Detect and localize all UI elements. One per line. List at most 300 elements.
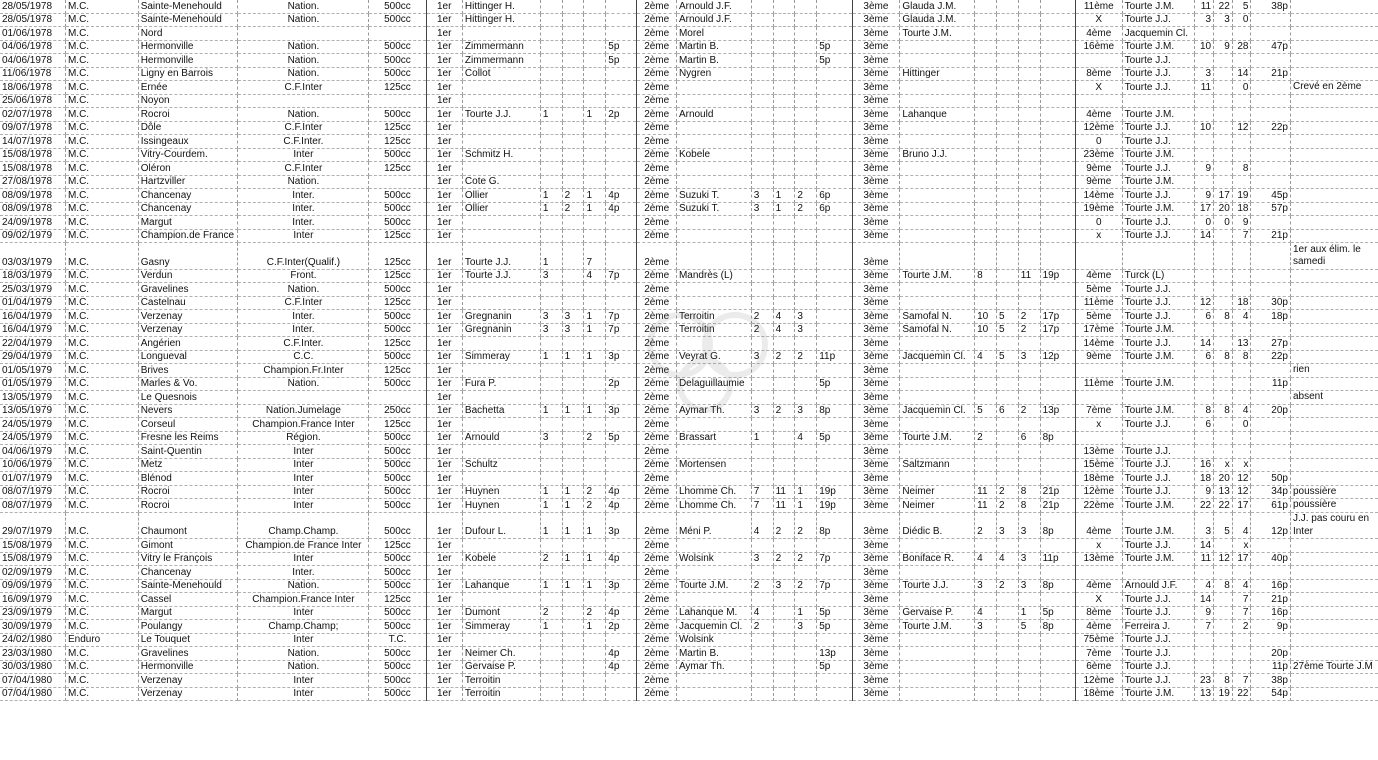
cell-c3[interactable] bbox=[1018, 54, 1040, 68]
cell-pts[interactable]: 54p bbox=[1251, 687, 1290, 701]
cell-c1[interactable] bbox=[584, 593, 606, 607]
cell-a1[interactable]: 2 bbox=[540, 606, 562, 620]
cell-b[interactable]: 17 bbox=[1214, 189, 1233, 203]
cell-name[interactable]: Tourte J.J. bbox=[1122, 445, 1195, 459]
cell-a[interactable] bbox=[1195, 633, 1214, 647]
cell-n1[interactable] bbox=[462, 296, 540, 310]
cell-a1[interactable] bbox=[540, 229, 562, 243]
cell-a2[interactable] bbox=[751, 472, 773, 486]
cell-n2[interactable]: Nygren bbox=[676, 67, 751, 81]
cell-pos[interactable]: 75ème bbox=[1075, 633, 1122, 647]
cell-date[interactable]: 28/05/1978 bbox=[0, 13, 65, 27]
cell-c[interactable]: 17 bbox=[1232, 552, 1251, 566]
cell-name[interactable]: Tourte J.M. bbox=[1122, 499, 1195, 513]
cell-b[interactable] bbox=[1214, 539, 1233, 553]
cell-c[interactable]: 9 bbox=[1232, 216, 1251, 230]
cell-cc[interactable]: 500cc bbox=[369, 660, 426, 674]
cell-a[interactable] bbox=[1195, 94, 1214, 108]
cell-b1[interactable] bbox=[562, 566, 584, 580]
cell-s2[interactable]: 7p bbox=[817, 552, 852, 566]
cell-p1[interactable]: 1er bbox=[426, 216, 462, 230]
cell-cc[interactable]: 500cc bbox=[369, 202, 426, 216]
cell-a[interactable]: 6 bbox=[1195, 418, 1214, 432]
cell-c1[interactable] bbox=[584, 216, 606, 230]
cell-note[interactable]: 1er aux élim. le samedi bbox=[1290, 243, 1378, 270]
cell-c3[interactable] bbox=[1018, 94, 1040, 108]
cell-place[interactable]: Rocroi bbox=[138, 108, 238, 122]
cell-n3[interactable] bbox=[900, 216, 975, 230]
cell-s1[interactable] bbox=[606, 296, 637, 310]
cell-p1[interactable]: 1er bbox=[426, 67, 462, 81]
cell-p3[interactable]: 3ème bbox=[852, 27, 900, 41]
cell-n3[interactable]: Jacquemin Cl. bbox=[900, 350, 975, 364]
cell-cat[interactable]: M.C. bbox=[65, 674, 138, 688]
cell-name[interactable]: Tourte J.J. bbox=[1122, 162, 1195, 176]
cell-a2[interactable] bbox=[751, 377, 773, 391]
cell-b[interactable] bbox=[1214, 229, 1233, 243]
cell-note[interactable] bbox=[1290, 377, 1378, 391]
cell-b2[interactable] bbox=[773, 229, 795, 243]
cell-c[interactable]: x bbox=[1232, 539, 1251, 553]
cell-s3[interactable] bbox=[1040, 243, 1075, 270]
cell-c2[interactable] bbox=[795, 418, 817, 432]
cell-a3[interactable] bbox=[975, 377, 997, 391]
cell-a[interactable]: 10 bbox=[1195, 121, 1214, 135]
cell-n2[interactable] bbox=[676, 472, 751, 486]
cell-c3[interactable] bbox=[1018, 135, 1040, 149]
cell-s2[interactable]: 5p bbox=[817, 40, 852, 54]
cell-c3[interactable] bbox=[1018, 67, 1040, 81]
cell-b3[interactable] bbox=[996, 445, 1018, 459]
cell-a1[interactable] bbox=[540, 593, 562, 607]
cell-n3[interactable]: Saltzmann bbox=[900, 458, 975, 472]
cell-s3[interactable]: 21p bbox=[1040, 485, 1075, 499]
cell-s1[interactable]: 4p bbox=[606, 606, 637, 620]
cell-pts[interactable]: 11p bbox=[1251, 377, 1290, 391]
cell-b1[interactable] bbox=[562, 296, 584, 310]
cell-a2[interactable] bbox=[751, 633, 773, 647]
cell-a1[interactable] bbox=[540, 135, 562, 149]
cell-s2[interactable] bbox=[817, 94, 852, 108]
cell-a3[interactable] bbox=[975, 472, 997, 486]
cell-date[interactable]: 02/07/1978 bbox=[0, 108, 65, 122]
cell-p1[interactable]: 1er bbox=[426, 579, 462, 593]
cell-a1[interactable]: 1 bbox=[540, 512, 562, 539]
cell-type[interactable]: Inter bbox=[238, 148, 369, 162]
cell-c1[interactable] bbox=[584, 27, 606, 41]
cell-a1[interactable] bbox=[540, 647, 562, 661]
cell-s1[interactable] bbox=[606, 81, 637, 95]
cell-a3[interactable] bbox=[975, 458, 997, 472]
cell-place[interactable]: Castelnau bbox=[138, 296, 238, 310]
cell-cat[interactable]: M.C. bbox=[65, 283, 138, 297]
cell-pos[interactable]: 7ème bbox=[1075, 647, 1122, 661]
cell-a1[interactable]: 3 bbox=[540, 323, 562, 337]
cell-p2[interactable]: 2ème bbox=[637, 108, 676, 122]
cell-a2[interactable] bbox=[751, 593, 773, 607]
cell-p1[interactable]: 1er bbox=[426, 350, 462, 364]
cell-type[interactable]: Nation. bbox=[238, 40, 369, 54]
cell-cat[interactable]: M.C. bbox=[65, 687, 138, 701]
cell-c1[interactable]: 1 bbox=[584, 404, 606, 418]
cell-n2[interactable]: Delaguillaumie bbox=[676, 377, 751, 391]
cell-a[interactable] bbox=[1195, 108, 1214, 122]
cell-a2[interactable]: 4 bbox=[751, 606, 773, 620]
cell-c2[interactable] bbox=[795, 472, 817, 486]
cell-cc[interactable] bbox=[369, 94, 426, 108]
cell-p3[interactable]: 3ème bbox=[852, 431, 900, 445]
cell-a[interactable]: 9 bbox=[1195, 606, 1214, 620]
cell-c2[interactable] bbox=[795, 660, 817, 674]
cell-c1[interactable]: 1 bbox=[584, 512, 606, 539]
cell-type[interactable]: Inter bbox=[238, 445, 369, 459]
cell-n2[interactable]: Lhomme Ch. bbox=[676, 499, 751, 513]
cell-b3[interactable]: 4 bbox=[996, 552, 1018, 566]
cell-cat[interactable]: M.C. bbox=[65, 269, 138, 283]
cell-place[interactable]: Saint-Quentin bbox=[138, 445, 238, 459]
cell-cat[interactable]: M.C. bbox=[65, 337, 138, 351]
cell-type[interactable]: Inter bbox=[238, 499, 369, 513]
cell-a[interactable] bbox=[1195, 27, 1214, 41]
cell-date[interactable]: 08/07/1979 bbox=[0, 499, 65, 513]
cell-n3[interactable] bbox=[900, 539, 975, 553]
cell-cat[interactable]: M.C. bbox=[65, 216, 138, 230]
cell-pos[interactable]: 15ème bbox=[1075, 458, 1122, 472]
cell-a[interactable]: 0 bbox=[1195, 216, 1214, 230]
cell-s1[interactable]: 5p bbox=[606, 54, 637, 68]
cell-s3[interactable]: 21p bbox=[1040, 499, 1075, 513]
cell-date[interactable]: 11/06/1978 bbox=[0, 67, 65, 81]
cell-a[interactable]: 23 bbox=[1195, 674, 1214, 688]
cell-cat[interactable]: M.C. bbox=[65, 243, 138, 270]
cell-a1[interactable] bbox=[540, 175, 562, 189]
cell-b1[interactable] bbox=[562, 0, 584, 13]
cell-s2[interactable]: 6p bbox=[817, 202, 852, 216]
cell-s3[interactable] bbox=[1040, 633, 1075, 647]
cell-pos[interactable]: 8ème bbox=[1075, 606, 1122, 620]
cell-n2[interactable] bbox=[676, 243, 751, 270]
cell-s2[interactable] bbox=[817, 296, 852, 310]
cell-c1[interactable] bbox=[584, 566, 606, 580]
cell-place[interactable]: Rocroi bbox=[138, 499, 238, 513]
cell-b3[interactable]: 2 bbox=[996, 485, 1018, 499]
cell-name[interactable]: Tourte J.M. bbox=[1122, 512, 1195, 539]
cell-n2[interactable] bbox=[676, 229, 751, 243]
cell-pts[interactable] bbox=[1251, 431, 1290, 445]
cell-pts[interactable]: 20p bbox=[1251, 404, 1290, 418]
cell-s1[interactable]: 7p bbox=[606, 269, 637, 283]
cell-b[interactable]: 20 bbox=[1214, 202, 1233, 216]
cell-b1[interactable] bbox=[562, 283, 584, 297]
cell-b[interactable] bbox=[1214, 391, 1233, 405]
cell-name[interactable]: Tourte J.M. bbox=[1122, 552, 1195, 566]
cell-s3[interactable] bbox=[1040, 539, 1075, 553]
cell-b3[interactable]: 5 bbox=[996, 323, 1018, 337]
cell-a[interactable]: 18 bbox=[1195, 472, 1214, 486]
cell-a2[interactable] bbox=[751, 135, 773, 149]
cell-cat[interactable]: M.C. bbox=[65, 40, 138, 54]
cell-p3[interactable]: 3ème bbox=[852, 13, 900, 27]
cell-a1[interactable] bbox=[540, 54, 562, 68]
cell-b1[interactable] bbox=[562, 229, 584, 243]
cell-date[interactable]: 22/04/1979 bbox=[0, 337, 65, 351]
cell-a2[interactable] bbox=[751, 566, 773, 580]
cell-date[interactable]: 01/05/1979 bbox=[0, 377, 65, 391]
cell-note[interactable] bbox=[1290, 67, 1378, 81]
cell-n3[interactable] bbox=[900, 135, 975, 149]
cell-a3[interactable] bbox=[975, 566, 997, 580]
cell-place[interactable]: Chancenay bbox=[138, 566, 238, 580]
cell-place[interactable]: Dôle bbox=[138, 121, 238, 135]
cell-n1[interactable]: Huynen bbox=[462, 485, 540, 499]
cell-pts[interactable] bbox=[1251, 633, 1290, 647]
cell-pts[interactable] bbox=[1251, 283, 1290, 297]
cell-s3[interactable] bbox=[1040, 593, 1075, 607]
cell-note[interactable] bbox=[1290, 647, 1378, 661]
cell-b1[interactable] bbox=[562, 121, 584, 135]
cell-date[interactable]: 29/07/1979 bbox=[0, 512, 65, 539]
cell-place[interactable]: Oléron bbox=[138, 162, 238, 176]
cell-a[interactable]: 11 bbox=[1195, 81, 1214, 95]
cell-c[interactable]: 7 bbox=[1232, 606, 1251, 620]
cell-c2[interactable]: 2 bbox=[795, 552, 817, 566]
cell-name[interactable]: Tourte J.J. bbox=[1122, 337, 1195, 351]
cell-b2[interactable]: 1 bbox=[773, 202, 795, 216]
cell-a1[interactable]: 1 bbox=[540, 579, 562, 593]
cell-c1[interactable]: 1 bbox=[584, 189, 606, 203]
cell-b3[interactable] bbox=[996, 40, 1018, 54]
cell-cat[interactable]: M.C. bbox=[65, 162, 138, 176]
cell-p3[interactable]: 3ème bbox=[852, 269, 900, 283]
cell-name[interactable]: Tourte J.J. bbox=[1122, 216, 1195, 230]
cell-b3[interactable] bbox=[996, 229, 1018, 243]
cell-pts[interactable] bbox=[1251, 391, 1290, 405]
cell-c3[interactable] bbox=[1018, 418, 1040, 432]
cell-n1[interactable]: Schultz bbox=[462, 458, 540, 472]
cell-c1[interactable] bbox=[584, 472, 606, 486]
cell-a1[interactable]: 1 bbox=[540, 485, 562, 499]
cell-b[interactable] bbox=[1214, 620, 1233, 634]
cell-type[interactable]: Inter. bbox=[238, 310, 369, 324]
cell-b[interactable] bbox=[1214, 323, 1233, 337]
cell-b1[interactable]: 3 bbox=[562, 323, 584, 337]
cell-a3[interactable] bbox=[975, 229, 997, 243]
cell-a[interactable] bbox=[1195, 283, 1214, 297]
cell-b3[interactable]: 5 bbox=[996, 350, 1018, 364]
cell-p1[interactable]: 1er bbox=[426, 512, 462, 539]
cell-b1[interactable] bbox=[562, 13, 584, 27]
cell-place[interactable]: Chancenay bbox=[138, 189, 238, 203]
cell-n1[interactable] bbox=[462, 472, 540, 486]
cell-c[interactable]: 4 bbox=[1232, 579, 1251, 593]
cell-c3[interactable]: 3 bbox=[1018, 579, 1040, 593]
cell-p2[interactable]: 2ème bbox=[637, 81, 676, 95]
cell-b1[interactable] bbox=[562, 606, 584, 620]
cell-p3[interactable]: 3ème bbox=[852, 135, 900, 149]
cell-a3[interactable] bbox=[975, 296, 997, 310]
cell-cc[interactable]: 500cc bbox=[369, 283, 426, 297]
cell-a3[interactable] bbox=[975, 283, 997, 297]
cell-b3[interactable]: 6 bbox=[996, 404, 1018, 418]
cell-a2[interactable] bbox=[751, 445, 773, 459]
cell-n2[interactable]: Arnould J.F. bbox=[676, 13, 751, 27]
cell-s2[interactable] bbox=[817, 283, 852, 297]
cell-b2[interactable] bbox=[773, 431, 795, 445]
cell-a[interactable]: 14 bbox=[1195, 539, 1214, 553]
cell-cat[interactable]: M.C. bbox=[65, 593, 138, 607]
cell-a3[interactable] bbox=[975, 660, 997, 674]
cell-n1[interactable]: Gervaise P. bbox=[462, 660, 540, 674]
cell-b2[interactable] bbox=[773, 593, 795, 607]
cell-pts[interactable] bbox=[1251, 27, 1290, 41]
cell-b2[interactable]: 4 bbox=[773, 310, 795, 324]
cell-p1[interactable]: 1er bbox=[426, 243, 462, 270]
cell-s1[interactable] bbox=[606, 539, 637, 553]
cell-a[interactable] bbox=[1195, 431, 1214, 445]
cell-n2[interactable]: Terroitin bbox=[676, 323, 751, 337]
cell-p2[interactable]: 2ème bbox=[637, 445, 676, 459]
cell-b3[interactable] bbox=[996, 148, 1018, 162]
cell-c3[interactable] bbox=[1018, 337, 1040, 351]
cell-s2[interactable] bbox=[817, 229, 852, 243]
cell-n1[interactable]: Hittinger H. bbox=[462, 0, 540, 13]
cell-b3[interactable] bbox=[996, 472, 1018, 486]
cell-c2[interactable]: 4 bbox=[795, 431, 817, 445]
cell-s3[interactable] bbox=[1040, 94, 1075, 108]
cell-a3[interactable]: 5 bbox=[975, 404, 997, 418]
cell-c2[interactable] bbox=[795, 593, 817, 607]
cell-p1[interactable]: 1er bbox=[426, 296, 462, 310]
cell-c[interactable]: 12 bbox=[1232, 472, 1251, 486]
cell-b1[interactable] bbox=[562, 620, 584, 634]
cell-p3[interactable]: 3ème bbox=[852, 485, 900, 499]
cell-cc[interactable]: 500cc bbox=[369, 350, 426, 364]
cell-pts[interactable]: 38p bbox=[1251, 674, 1290, 688]
cell-b1[interactable] bbox=[562, 337, 584, 351]
cell-n1[interactable] bbox=[462, 593, 540, 607]
cell-a3[interactable] bbox=[975, 391, 997, 405]
cell-pts[interactable]: 21p bbox=[1251, 67, 1290, 81]
cell-note[interactable]: poussière bbox=[1290, 499, 1378, 513]
cell-type[interactable]: Nation. bbox=[238, 175, 369, 189]
cell-p2[interactable]: 2ème bbox=[637, 350, 676, 364]
cell-n1[interactable] bbox=[462, 27, 540, 41]
cell-s2[interactable]: 13p bbox=[817, 647, 852, 661]
cell-cat[interactable]: M.C. bbox=[65, 391, 138, 405]
cell-c[interactable]: 17 bbox=[1232, 499, 1251, 513]
cell-date[interactable]: 09/07/1978 bbox=[0, 121, 65, 135]
cell-pos[interactable]: 4ème bbox=[1075, 579, 1122, 593]
cell-pos[interactable]: 5ème bbox=[1075, 310, 1122, 324]
cell-c1[interactable] bbox=[584, 283, 606, 297]
cell-s1[interactable] bbox=[606, 13, 637, 27]
cell-a2[interactable] bbox=[751, 148, 773, 162]
cell-c[interactable]: 18 bbox=[1232, 296, 1251, 310]
cell-b1[interactable]: 2 bbox=[562, 202, 584, 216]
cell-date[interactable]: 03/03/1979 bbox=[0, 243, 65, 270]
cell-s3[interactable] bbox=[1040, 27, 1075, 41]
cell-type[interactable]: Nation. bbox=[238, 0, 369, 13]
cell-cc[interactable]: 500cc bbox=[369, 566, 426, 580]
cell-n3[interactable] bbox=[900, 202, 975, 216]
cell-c[interactable]: 22 bbox=[1232, 687, 1251, 701]
cell-b2[interactable] bbox=[773, 0, 795, 13]
cell-b2[interactable]: 11 bbox=[773, 499, 795, 513]
cell-n1[interactable]: Kobele bbox=[462, 552, 540, 566]
cell-b3[interactable] bbox=[996, 162, 1018, 176]
cell-s3[interactable]: 17p bbox=[1040, 310, 1075, 324]
cell-pts[interactable]: 40p bbox=[1251, 552, 1290, 566]
cell-b2[interactable] bbox=[773, 418, 795, 432]
cell-c2[interactable] bbox=[795, 40, 817, 54]
cell-cc[interactable]: 125cc bbox=[369, 269, 426, 283]
cell-n3[interactable] bbox=[900, 660, 975, 674]
cell-n1[interactable]: Terroitin bbox=[462, 674, 540, 688]
cell-date[interactable]: 16/04/1979 bbox=[0, 310, 65, 324]
cell-a2[interactable]: 2 bbox=[751, 620, 773, 634]
cell-pts[interactable] bbox=[1251, 13, 1290, 27]
cell-b3[interactable] bbox=[996, 202, 1018, 216]
cell-s3[interactable] bbox=[1040, 175, 1075, 189]
cell-b[interactable] bbox=[1214, 364, 1233, 378]
cell-b2[interactable] bbox=[773, 364, 795, 378]
cell-cc[interactable]: 500cc bbox=[369, 67, 426, 81]
cell-b3[interactable] bbox=[996, 647, 1018, 661]
cell-s2[interactable] bbox=[817, 445, 852, 459]
cell-note[interactable] bbox=[1290, 108, 1378, 122]
cell-b2[interactable] bbox=[773, 647, 795, 661]
cell-b[interactable] bbox=[1214, 647, 1233, 661]
cell-c[interactable]: 28 bbox=[1232, 40, 1251, 54]
cell-c3[interactable] bbox=[1018, 13, 1040, 27]
cell-s3[interactable] bbox=[1040, 364, 1075, 378]
cell-pts[interactable] bbox=[1251, 94, 1290, 108]
cell-a1[interactable] bbox=[540, 687, 562, 701]
cell-note[interactable] bbox=[1290, 445, 1378, 459]
cell-p2[interactable]: 2ème bbox=[637, 67, 676, 81]
cell-a[interactable] bbox=[1195, 391, 1214, 405]
cell-cat[interactable]: M.C. bbox=[65, 13, 138, 27]
cell-a2[interactable]: 3 bbox=[751, 350, 773, 364]
cell-name[interactable]: Ferreira J. bbox=[1122, 620, 1195, 634]
cell-type[interactable]: Nation. bbox=[238, 579, 369, 593]
cell-p2[interactable]: 2ème bbox=[637, 566, 676, 580]
cell-note[interactable] bbox=[1290, 593, 1378, 607]
cell-cc[interactable]: 500cc bbox=[369, 40, 426, 54]
cell-n2[interactable] bbox=[676, 296, 751, 310]
cell-note[interactable] bbox=[1290, 431, 1378, 445]
cell-n2[interactable] bbox=[676, 162, 751, 176]
cell-s2[interactable]: 5p bbox=[817, 431, 852, 445]
cell-type[interactable]: C.F.Inter. bbox=[238, 135, 369, 149]
cell-p3[interactable]: 3ème bbox=[852, 189, 900, 203]
cell-a2[interactable] bbox=[751, 674, 773, 688]
cell-n2[interactable]: Terroitin bbox=[676, 310, 751, 324]
cell-c2[interactable] bbox=[795, 283, 817, 297]
cell-b1[interactable] bbox=[562, 431, 584, 445]
cell-pos[interactable]: 13ème bbox=[1075, 445, 1122, 459]
cell-n1[interactable] bbox=[462, 216, 540, 230]
cell-a3[interactable] bbox=[975, 337, 997, 351]
cell-date[interactable]: 07/04/1980 bbox=[0, 674, 65, 688]
cell-note[interactable] bbox=[1290, 687, 1378, 701]
cell-type[interactable]: Front. bbox=[238, 269, 369, 283]
cell-a2[interactable]: 2 bbox=[751, 310, 773, 324]
cell-a3[interactable] bbox=[975, 418, 997, 432]
cell-b3[interactable] bbox=[996, 364, 1018, 378]
cell-b2[interactable] bbox=[773, 108, 795, 122]
cell-a3[interactable] bbox=[975, 243, 997, 270]
